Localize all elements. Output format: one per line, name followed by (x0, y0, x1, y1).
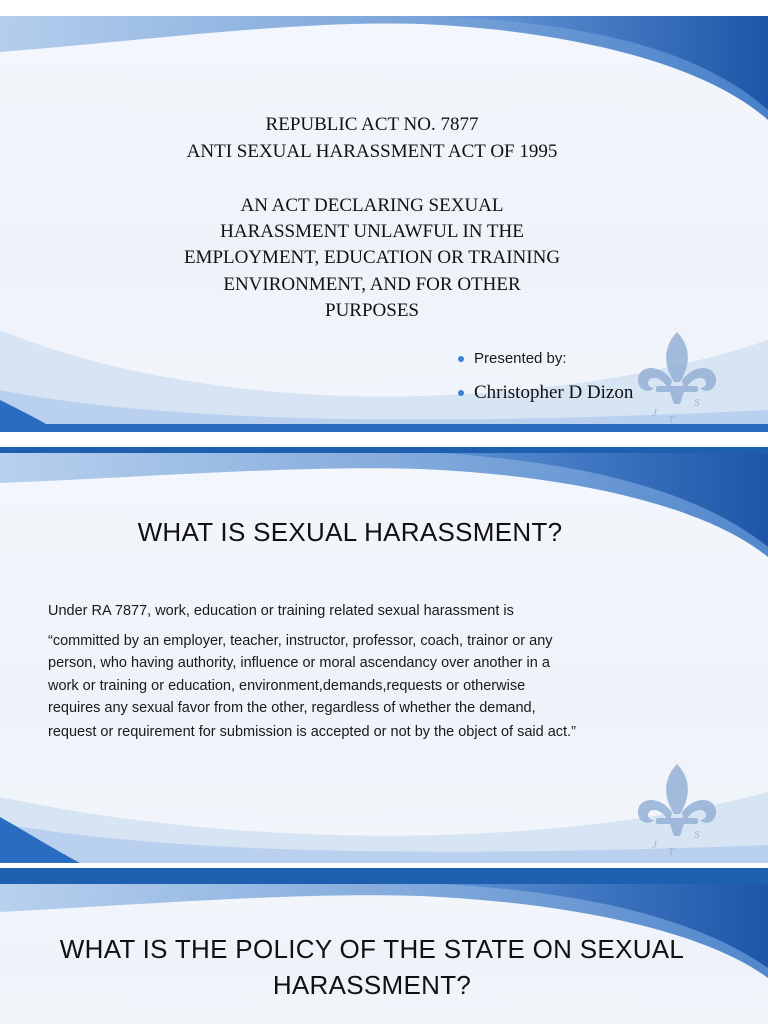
definition-quote-line-2: person, who having authority, influence or moral ascendancy over another in a (48, 655, 550, 671)
act-description-line-1: AN ACT DECLARING SEXUAL (240, 195, 504, 216)
presented-by-label: Presented by: (474, 350, 567, 367)
svg-text:S: S (694, 397, 700, 409)
slide-3 (0, 868, 768, 1024)
svg-text:S: S (694, 829, 700, 841)
definition-quote-line-4: requires any sexual favor from the other, regardless of whether the demand, (48, 700, 536, 716)
act-number-title: REPUBLIC ACT NO. 7877 (265, 114, 479, 135)
presenter-bullet (458, 382, 633, 404)
svg-text:T: T (668, 414, 675, 425)
svg-text:J: J (652, 407, 657, 419)
fleur-de-lis-logo-icon (632, 330, 722, 425)
slide-3-heading-line-1: WHAT IS THE POLICY OF THE STATE ON SEXUAL (59, 934, 685, 964)
act-description-line-5: PURPOSES (325, 300, 419, 321)
fleur-de-lis-logo-icon (632, 762, 722, 857)
definition-quote-line-5: request or requirement for submission is accepted or not by the object of said act.” (48, 724, 576, 740)
slide-2-heading: WHAT IS SEXUAL HARASSMENT? (137, 517, 563, 547)
slide-gap (0, 432, 768, 447)
slide-3-heading-line-2: HARASSMENT? (272, 970, 472, 1000)
act-description-line-3: EMPLOYMENT, EDUCATION OR TRAINING (183, 247, 561, 268)
presenter-name: Christopher D Dizon (474, 382, 634, 403)
definition-intro: Under RA 7877, work, education or training related sexual harassment is (48, 603, 514, 619)
svg-text:J: J (652, 839, 657, 851)
act-description-line-4: ENVIRONMENT, AND FOR OTHER (223, 274, 521, 295)
svg-text:T: T (668, 846, 675, 857)
definition-quote-line-3: work or training or education, environment,demands,requests or otherwise (48, 678, 526, 694)
act-name-title: ANTI SEXUAL HARASSMENT ACT OF 1995 (186, 141, 558, 162)
bullet-dot-icon (458, 390, 464, 396)
presented-by-bullet (458, 350, 567, 367)
slide-1 (0, 0, 768, 432)
act-description-line-2: HARASSMENT UNLAWFUL IN THE (220, 221, 524, 242)
bullet-dot-icon (458, 356, 464, 362)
definition-quote-line-1: “committed by an employer, teacher, instructor, professor, coach, trainor or any (48, 633, 553, 649)
slide-2 (0, 447, 768, 863)
